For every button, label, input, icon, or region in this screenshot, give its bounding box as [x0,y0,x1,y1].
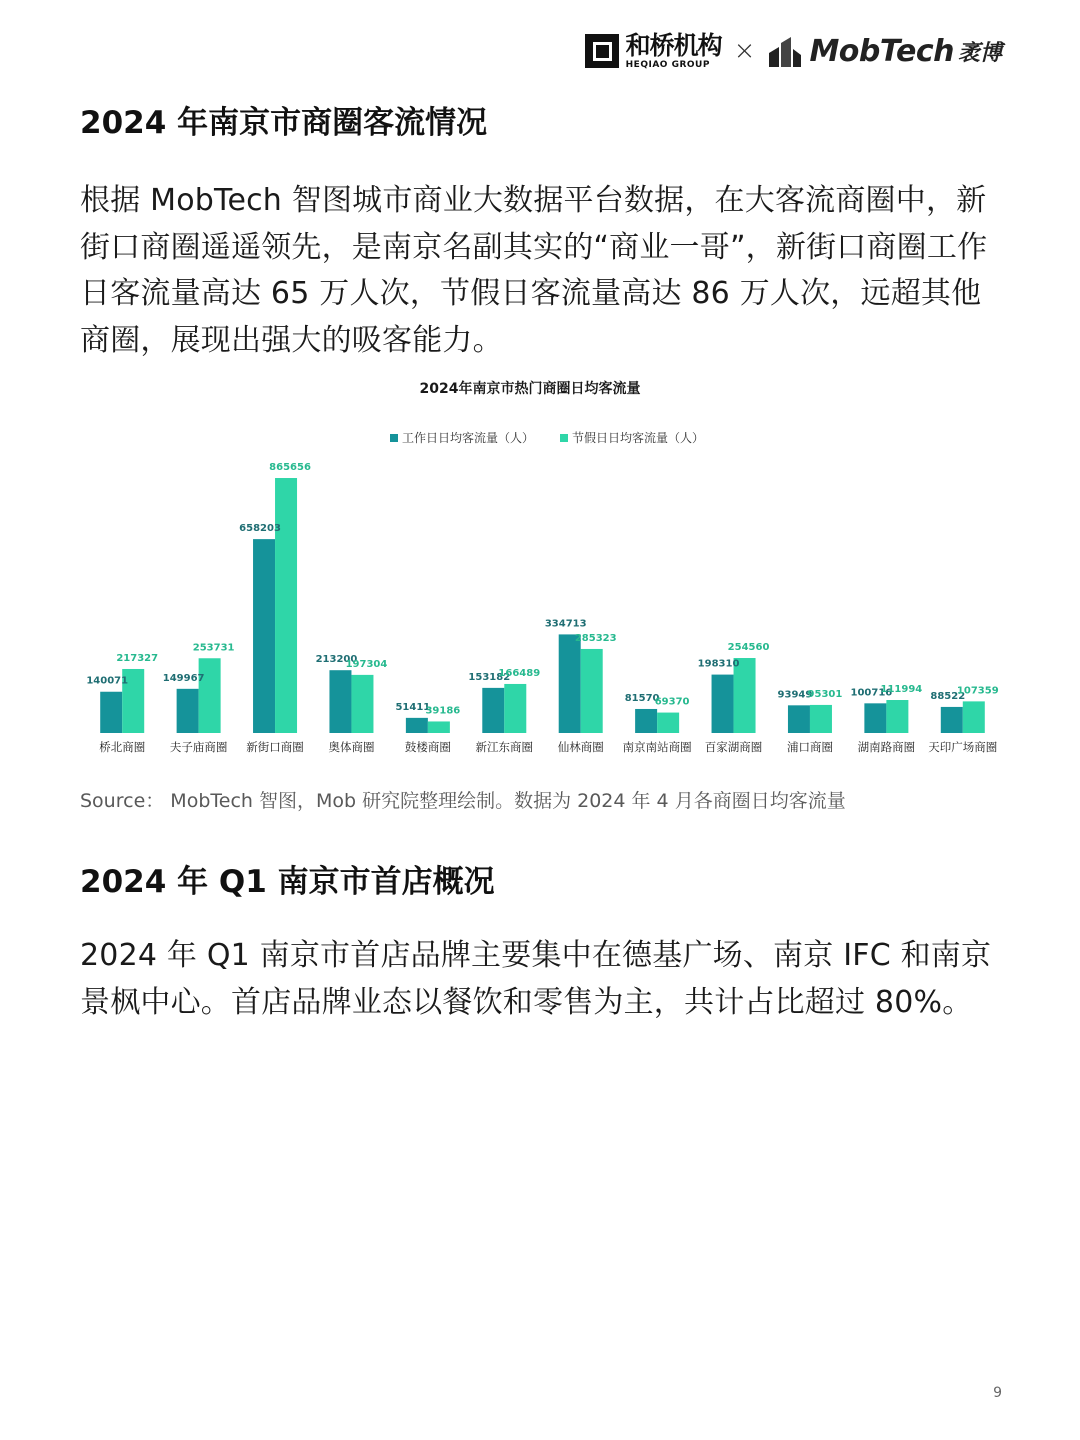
bar-workday [941,707,963,733]
bar-workday [864,703,886,733]
data-label: 166489 [498,667,541,679]
x-tick-label: 新江东商圈 [475,740,534,754]
x-tick-label: 夫子庙商圈 [169,740,228,754]
x-tick-label: 浦口商圈 [786,740,833,754]
data-label: 865656 [269,462,311,474]
data-label: 217327 [116,652,159,664]
x-tick-label: 南京南站商圈 [622,740,692,754]
x-tick-label: 鼓楼商圈 [404,740,451,754]
mobtech-logo-cn: 袤博 [957,40,1002,66]
data-label: 285323 [574,632,617,644]
data-label: 658203 [239,523,281,535]
data-label: 95301 [807,688,843,700]
legend-swatch [390,434,398,442]
x-tick-label: 桥北商圈 [99,740,146,754]
data-label: 93949 [777,689,813,701]
data-label: 153182 [468,671,511,683]
bar-workday [635,709,657,733]
x-tick-label: 奥体商圈 [328,740,375,754]
bar-workday [712,675,734,733]
section-heading-passenger-flow: 2024 年南京市商圈客流情况 [80,105,488,141]
data-label: 69370 [654,696,690,708]
chart-legend [390,430,704,445]
data-label: 334713 [544,618,587,630]
x-tick-label: 仙林商圈 [557,740,604,754]
header-logos [585,30,1002,72]
page-number: 9 [993,1385,1002,1401]
bar-holiday [581,649,603,733]
bar-workday [559,634,581,733]
bar-workday [329,670,351,733]
mobtech-logo-text: MobTech [809,33,954,69]
bar-workday [253,539,275,733]
bar-holiday [504,684,526,733]
legend-swatch [560,434,568,442]
heqiao-logo-icon [585,34,619,68]
logo-separator: × [733,36,756,66]
bar-holiday [886,700,908,733]
data-label: 254560 [727,642,770,654]
section-paragraph-passenger-flow: 根据 MobTech 智图城市商业大数据平台数据，在大客流商圈中，新街口商圈遥遥领先，是南京名副其实的“商业一哥”，新街口商圈工作日客流量高达 65 万人次，节假日客流量高达 86 万人次，远超其他商圈，展现出强大的吸客能力。 [80,183,988,358]
bar-holiday [275,478,297,733]
data-label: 39186 [425,705,461,717]
bar-workday [406,718,428,733]
chart-source-note: Source： MobTech 智图，Mob 研究院整理绘制。数据为 2024 年 4 月各商圈日均客流量 [80,790,846,812]
data-label: 213200 [315,654,358,666]
x-tick-label: 天印广场商圈 [928,740,998,754]
legend-label: 节假日日均客流量（人） [572,431,705,445]
data-label: 253731 [192,642,235,654]
bar-holiday [428,721,450,733]
heqiao-logo [585,30,722,70]
bar-workday [482,688,504,733]
heqiao-logo-cn: 和桥机构 [625,30,722,60]
bar-workday [100,692,122,733]
chart-title: 2024年南京市热门商圈日均客流量 [419,381,641,397]
heqiao-logo-en: HEQIAO GROUP [625,59,710,70]
chart-data-labels [86,462,998,716]
bar-holiday [963,701,985,733]
bar-chart [80,370,1005,760]
bar-holiday [199,658,221,733]
data-label: 111994 [880,684,923,696]
data-label: 51411 [395,701,431,713]
section-paragraph-first-store: 2024 年 Q1 南京市首店品牌主要集中在德基广场、南京 IFC 和南京景枫中心。首店品牌业态以餐饮和零售为主，共计占比超过 80%。 [80,938,992,1020]
data-label: 88522 [930,690,966,702]
chart-x-ticks [99,740,997,754]
section-heading-first-store: 2024 年 Q1 南京市首店概况 [80,864,495,900]
data-label: 107359 [956,685,999,697]
data-label: 198310 [697,658,740,670]
data-label: 197304 [345,658,388,670]
data-label: 149967 [162,672,205,684]
mobtech-logo [767,33,1002,69]
bar-holiday [351,675,373,733]
x-tick-label: 新街口商圈 [246,740,304,754]
data-label: 140071 [86,675,129,687]
x-tick-label: 湖南路商圈 [857,740,916,754]
bar-holiday [810,705,832,733]
bar-workday [788,705,810,733]
x-tick-label: 百家湖商圈 [704,740,763,754]
data-label: 100716 [850,687,893,699]
mobtech-logo-icon [767,33,803,69]
legend-label: 工作日日均客流量（人） [402,431,535,445]
bar-holiday [657,713,679,733]
data-label: 81570 [624,692,660,704]
bar-workday [177,689,199,733]
